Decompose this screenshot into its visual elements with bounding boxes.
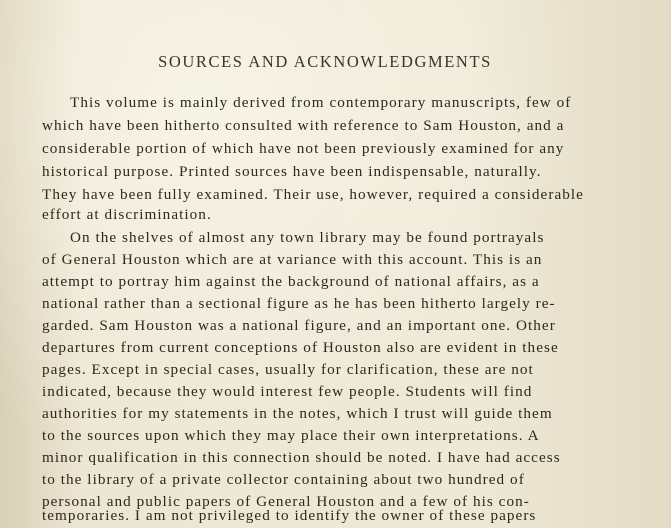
text-line: indicated, because they would interest few people. Students will find [42, 383, 533, 400]
text-line: authorities for my statements in the notes, which I trust will guide them [42, 405, 553, 422]
text-line: national rather than a sectional figure as he has been hitherto largely re- [42, 295, 556, 312]
text-line: They have been fully examined. Their use, however, required a considerable [42, 186, 584, 203]
text-line: effort at discrimination. [42, 206, 212, 223]
text-line: pages. Except in special cases, usually for clarification, these are not [42, 361, 534, 378]
text-line: to the library of a private collector containing about two hundred of [42, 471, 525, 488]
text-line: departures from current conceptions of Houston also are evident in these [42, 339, 559, 356]
text-line: On the shelves of almost any town library may be found portrayals [70, 229, 545, 246]
text-line: temporaries. I am not privileged to identify the owner of these papers [42, 507, 537, 524]
text-line: considerable portion of which have not been previously examined for any [42, 140, 565, 157]
text-line: minor qualification in this connection should be noted. I have had access [42, 449, 561, 466]
text-line: This volume is mainly derived from contemporary manuscripts, few of [70, 94, 572, 111]
text-line: which have been hitherto consulted with reference to Sam Houston, and a [42, 117, 565, 134]
text-line: garded. Sam Houston was a national figure, and an important one. Other [42, 317, 556, 334]
text-line: of General Houston which are at variance with this account. This is an [42, 251, 543, 268]
text-line: attempt to portray him against the background of national affairs, as a [42, 273, 540, 290]
text-line: personal and public papers of General Houston and a few of his con- [42, 493, 530, 510]
section-heading: SOURCES AND ACKNOWLEDGMENTS [158, 52, 492, 71]
text-line: to the sources upon which they may place their own interpretations. A [42, 427, 540, 444]
text-line: historical purpose. Printed sources have been indispensable, naturally. [42, 163, 542, 180]
